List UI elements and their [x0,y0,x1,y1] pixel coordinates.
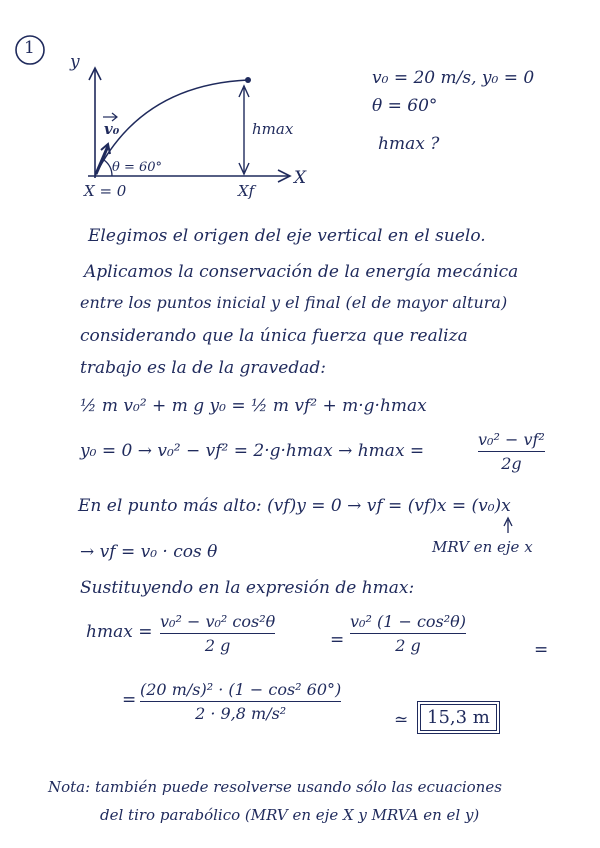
text-line-6: En el punto más alto: (vf)y = 0 → vf = (vf)x = (v₀)x [78,496,511,516]
angle-arc [104,160,112,176]
equation-3a-numerator: v₀² − v₀² cos²θ [160,612,276,631]
result-box: 15,3 m [420,704,497,731]
text-line-8: Sustituyendo en la expresión de hmax: [80,578,415,598]
equation-3b-denominator: 2 g [395,636,421,655]
approx-sign: ≃ [394,710,409,730]
given-line-2: θ = 60° [372,96,438,116]
equals-3: = [122,690,137,710]
equation-3a-denominator: 2 g [204,636,231,655]
theta-label: θ = 60° [112,160,163,175]
equation-3a-fraction [160,612,275,655]
problem-number: 1 [24,38,35,58]
x0-label: X = 0 [84,182,127,200]
equation-4-denominator: 2 · 9,8 m/s² [195,704,287,723]
equals-1: = [330,630,345,650]
top-point [245,77,251,83]
mrv-note: MRV en eje x [432,538,533,556]
equals-2: = [534,640,549,660]
given-line-1: v₀ = 20 m/s, y₀ = 0 [372,68,535,88]
equation-energy: ½ m v₀² + m g y₀ = ½ m vf² + m·g·hmax [80,396,427,416]
equation-4-numerator: (20 m/s)² · (1 − cos² 60°) [140,680,342,699]
text-line-2: Aplicamos la conservación de la energía mecánica [84,262,519,282]
equation-2-numerator: v₀² − vf² [478,430,545,449]
note-line-1: Nota: también puede resolverse usando sólo las ecuaciones [48,778,502,796]
x-axis-label: X [294,168,307,188]
y-axis-label: y [70,52,80,72]
equation-3-left: hmax = [86,622,153,642]
equation-2-fraction [478,430,545,473]
equation-2-denominator: 2g [501,454,522,473]
equation-4-fraction [140,680,341,723]
text-line-1: Elegimos el origen del eje vertical en el suelo. [88,226,486,246]
text-line-4: considerando que la única fuerza que realiza [80,326,468,346]
question: hmax ? [378,134,440,154]
note-line-2: del tiro parabólico (MRV en eje X y MRVA en el y) [100,806,480,824]
v0-label: v₀ [104,120,120,138]
text-line-3: entre los puntos inicial y el final (el de mayor altura) [80,293,508,312]
equation-3b-fraction [350,612,466,655]
hmax-label: hmax [252,120,294,138]
text-line-7: → vf = v₀ · cos θ [80,542,218,562]
xf-label: Xf [238,182,255,200]
equation-2-left: y₀ = 0 → v₀² − vf² = 2·g·hmax → hmax = [80,441,425,461]
text-line-5: trabajo es la de la gravedad: [80,358,326,378]
equation-3b-numerator: v₀² (1 − cos²θ) [350,612,467,631]
